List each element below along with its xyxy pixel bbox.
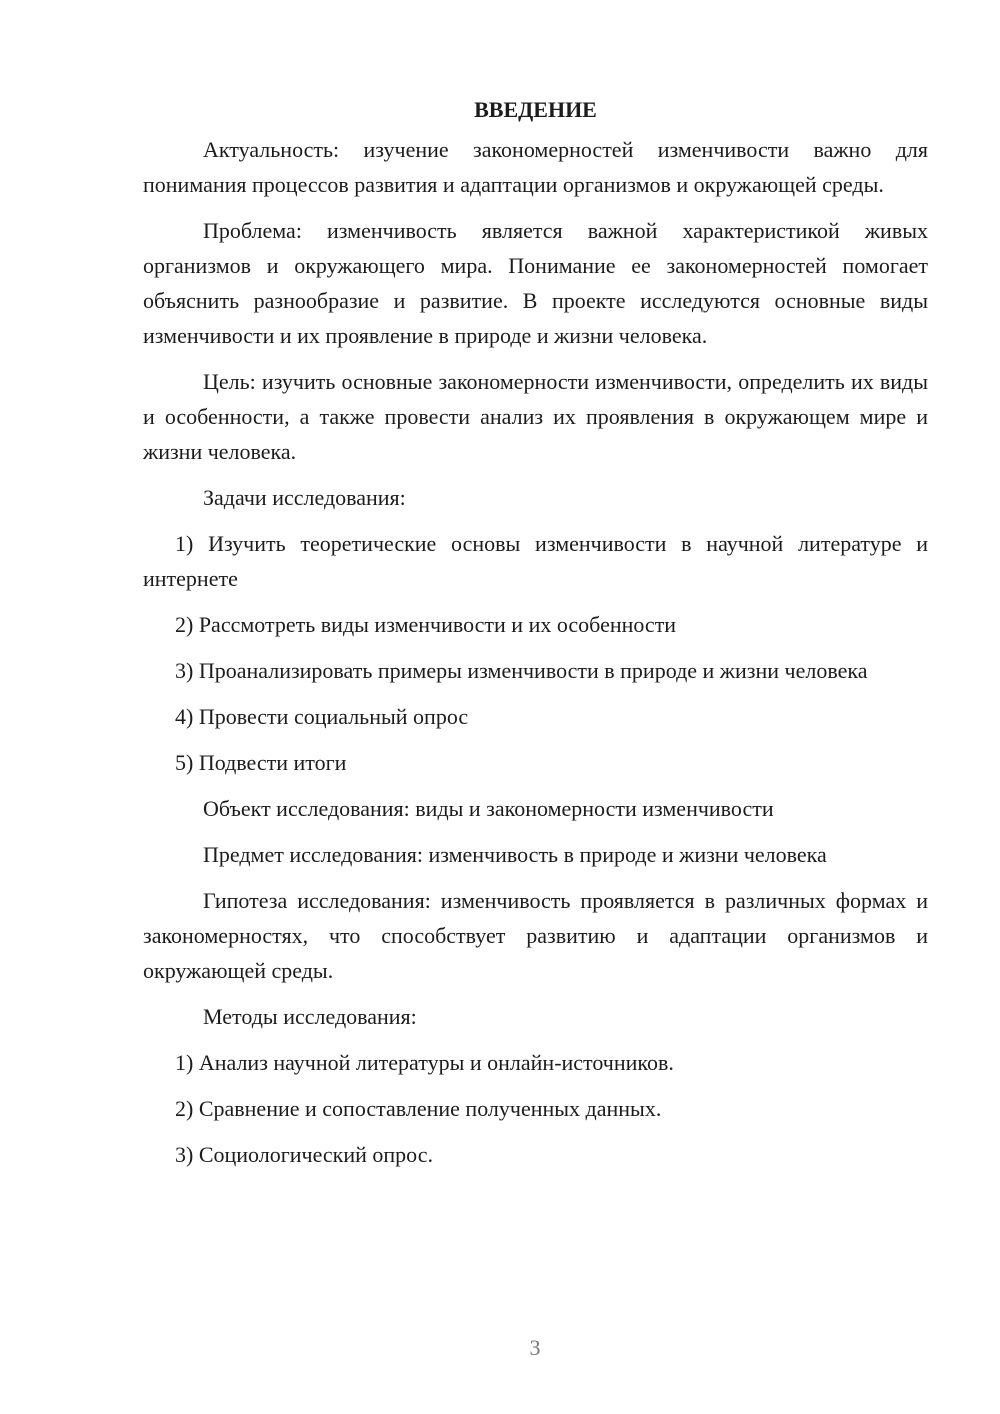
method-item: 3) Социологический опрос. xyxy=(175,1142,433,1167)
relevance-paragraph: Актуальность: изучение закономерностей изменчивости важно для понимания процессов развития и адаптации организмов и окружающей среды. xyxy=(143,137,928,197)
section-title: ВВЕДЕНИЕ xyxy=(474,97,597,122)
method-item: 2) Сравнение и сопоставление полученных данных. xyxy=(175,1096,662,1121)
document-body xyxy=(143,92,928,1183)
task-item: 5) Подвести итоги xyxy=(175,750,347,775)
task-item: 3) Проанализировать примеры изменчивости в природе и жизни человека xyxy=(175,658,868,683)
goal-paragraph: Цель: изучить основные закономерности изменчивости, определить их виды и особенности, а также провести анализ их проявления в окружающем мире и жизни человека. xyxy=(143,369,928,464)
method-item: 1) Анализ научной литературы и онлайн-источников. xyxy=(175,1050,674,1075)
object-paragraph: Объект исследования: виды и закономерности изменчивости xyxy=(203,796,774,821)
hypothesis-paragraph: Гипотеза исследования: изменчивость проявляется в различных формах и закономерностях, что способствует развитию и адаптации организмов и окружающей среды. xyxy=(143,888,928,983)
methods-heading: Методы исследования: xyxy=(203,1004,417,1029)
tasks-heading: Задачи исследования: xyxy=(203,485,406,510)
task-item: 4) Провести социальный опрос xyxy=(175,704,469,729)
problem-paragraph: Проблема: изменчивость является важной характеристикой живых организмов и окружающего мира. Понимание ее закономерностей помогает объяснить разнообразие и развитие. В проекте исследуются основные виды изменчивости и их проявление в природе и жизни человека. xyxy=(143,218,928,348)
subject-paragraph: Предмет исследования: изменчивость в природе и жизни человека xyxy=(203,842,827,867)
page-number: 3 xyxy=(529,1335,541,1360)
task-item: 1) Изучить теоретические основы изменчивости в научной литературе и интернете xyxy=(143,531,928,591)
task-item: 2) Рассмотреть виды изменчивости и их особенности xyxy=(175,612,677,637)
